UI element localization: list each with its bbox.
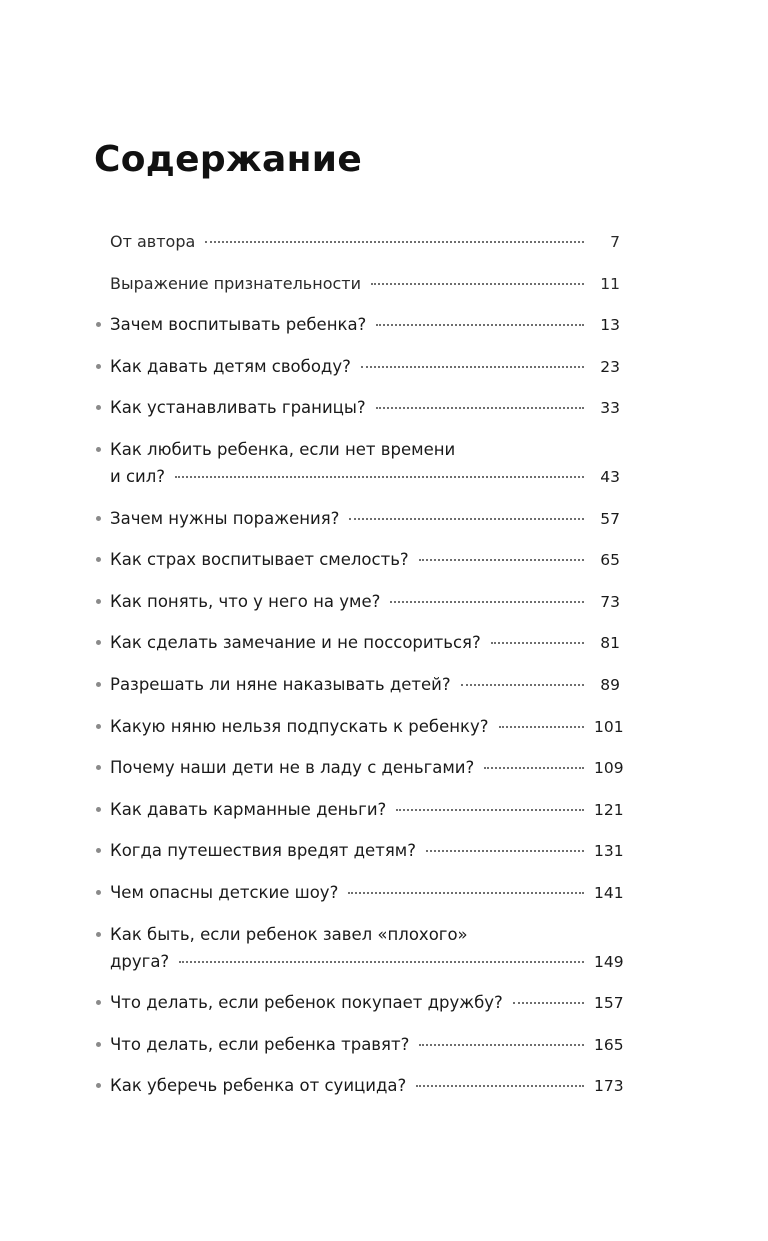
bullet-icon [96,682,101,687]
toc-entry[interactable] [94,1072,624,1100]
dot-leader [175,476,584,478]
bullet-icon [96,516,101,521]
page-number: 11 [600,274,620,293]
table-of-contents [94,228,624,1114]
toc-entry-title: Почему наши дети не в ладу с деньгами? [110,758,475,778]
page-number: 131 [594,842,624,861]
bullet-icon [96,322,101,327]
dot-leader [419,1044,584,1046]
toc-entry-title-first-line: Как любить ребенка, если нет времени [110,439,456,459]
dot-leader [376,407,584,409]
bullet-icon [96,890,101,895]
toc-entry[interactable] [94,754,624,782]
bullet-icon [96,765,101,770]
toc-entry[interactable] [94,353,620,381]
toc-entry[interactable] [94,394,620,422]
page-number: 57 [600,509,620,528]
page-number: 157 [594,994,624,1013]
toc-entry[interactable] [94,311,620,339]
page-number: 7 [610,233,620,251]
page-number: 89 [600,675,620,694]
toc-entry-title: Как устанавливать границы? [110,398,366,418]
page-number: 43 [600,467,620,486]
toc-entry-title-first-line: Как быть, если ребенок завел «плохого» [110,924,468,944]
dot-leader [396,809,584,811]
toc-entry-title: От автора [110,232,196,251]
bullet-icon [96,405,101,410]
page-number: 101 [594,717,624,736]
bullet-icon [96,724,101,729]
toc-entry[interactable] [94,1031,624,1059]
dot-leader [491,642,584,644]
dot-leader [349,518,584,520]
dot-leader [205,241,584,243]
page-number: 141 [594,883,624,902]
page-number: 33 [600,399,620,418]
toc-entry-title: Как понять, что у него на уме? [110,591,381,611]
dot-leader [348,892,584,894]
toc-entry-title: Когда путешествия вредят детям? [110,841,416,861]
bullet-icon [96,848,101,853]
toc-entry[interactable] [94,505,620,533]
dot-leader [499,726,585,728]
bullet-icon [96,1083,101,1088]
bullet-icon [96,557,101,562]
toc-entry-title: Чем опасны детские шоу? [110,882,339,902]
bullet-icon [96,1042,101,1047]
dot-leader [376,324,584,326]
toc-entry-title: Как уберечь ребенка от суицида? [110,1076,407,1096]
dot-leader [416,1085,584,1087]
page-number: 173 [594,1077,624,1096]
dot-leader [371,283,584,285]
page-number: 81 [600,634,620,653]
toc-entry[interactable] [94,629,620,657]
toc-entry-title: и сил? [110,466,166,486]
dot-leader [390,601,584,603]
bullet-icon [96,807,101,812]
toc-entry-title: Зачем воспитывать ребенка? [110,315,367,335]
page-number: 109 [594,759,624,778]
dot-leader [461,684,584,686]
toc-entry[interactable] [94,546,620,574]
page-number: 121 [594,800,624,819]
toc-entry[interactable] [94,588,620,616]
dot-leader [419,559,584,561]
toc-entry[interactable] [94,228,620,256]
bullet-icon [96,1000,101,1005]
bullet-icon [96,447,101,452]
dot-leader [426,850,584,852]
toc-entry-title: Как сделать замечание и не поссориться? [110,633,481,653]
toc-entry[interactable] [94,989,624,1017]
toc-entry-title: Зачем нужны поражения? [110,508,340,528]
page-number: 65 [600,551,620,570]
toc-entry[interactable] [94,270,620,298]
toc-entry[interactable] [94,713,624,741]
toc-entry-title: Как давать детям свободу? [110,356,351,376]
toc-entry[interactable] [94,796,624,824]
toc-entry-title: Выражение признательности [110,273,361,293]
page-number: 23 [600,357,620,376]
toc-entry-title: Что делать, если ребенка травят? [110,1034,410,1054]
dot-leader [513,1002,584,1004]
dot-leader [361,366,584,368]
toc-entry[interactable] [94,879,624,907]
bullet-icon [96,640,101,645]
bullet-icon [96,599,101,604]
toc-entry[interactable] [94,921,624,976]
toc-entry-title: Разрешать ли няне наказывать детей? [110,674,451,694]
page-number: 165 [594,1035,624,1054]
toc-entry-title: Что делать, если ребенок покупает дружбу? [110,993,503,1013]
bullet-icon [96,932,101,937]
dot-leader [179,961,584,963]
toc-entry[interactable] [94,436,620,491]
page-number: 149 [594,952,624,971]
page-number: 13 [600,316,620,335]
toc-entry[interactable] [94,837,624,865]
page-number: 73 [600,592,620,611]
toc-entry-title: друга? [110,951,170,971]
bullet-icon [96,364,101,369]
dot-leader [484,767,584,769]
toc-entry[interactable] [94,671,620,699]
toc-entry-title: Какую няню нельзя подпускать к ребенку? [110,716,489,736]
toc-entry-title: Как страх воспитывает смелость? [110,550,409,570]
page-title: Содержание [94,139,363,180]
toc-entry-title: Как давать карманные деньги? [110,799,387,819]
